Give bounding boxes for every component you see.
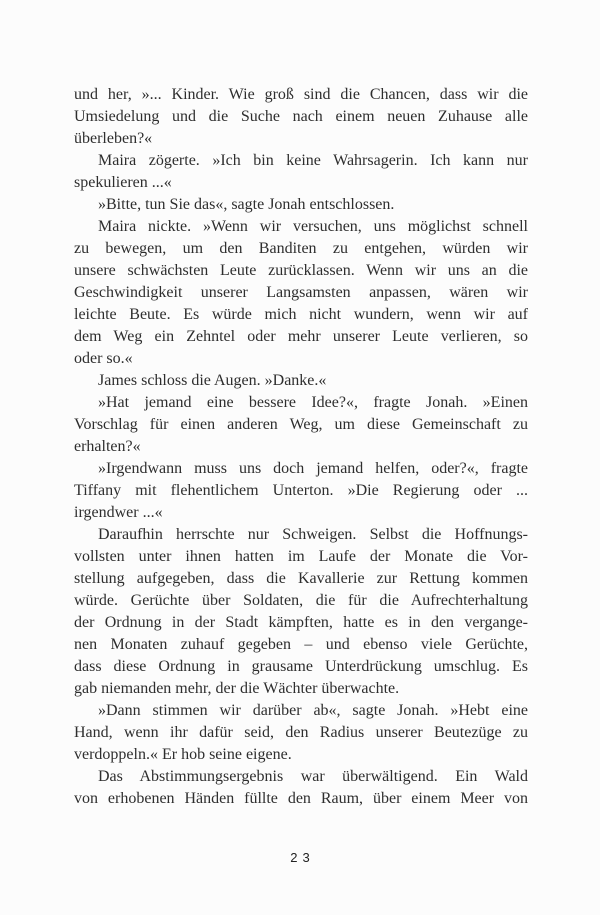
text-line: stellung aufgegeben, dass die Kavallerie zur Rettung kommen: [74, 570, 528, 587]
text-line: James schloss die Augen. »Danke.«: [98, 372, 327, 389]
text-line: von erhobenen Händen füllte den Raum, über einem Meer von: [74, 790, 528, 807]
text-line: erhalten?«: [74, 438, 141, 455]
text-line: Maira zögerte. »Ich bin keine Wahrsagerin. Ich kann nur: [98, 152, 528, 169]
text-line: spekulieren ...«: [74, 174, 172, 191]
text-line: Hand, wenn ihr dafür seid, den Radius unserer Beutezüge zu: [74, 724, 528, 741]
text-line: der Ordnung in der Stadt kämpften, hatte es in den vergange-: [74, 614, 528, 631]
text-line: Daraufhin herrschte nur Schweigen. Selbst die Hoffnungs-: [98, 526, 528, 543]
text-line: gab niemanden mehr, der die Wächter überwachte.: [74, 680, 400, 697]
text-line: »Bitte, tun Sie das«, sagte Jonah entschlossen.: [98, 196, 395, 213]
text-line: vollsten unter ihnen hatten im Laufe der Monate die Vor-: [74, 548, 528, 565]
text-line: »Hat jemand eine bessere Idee?«, fragte Jonah. »Einen: [98, 394, 528, 411]
text-line: Geschwindigkeit unserer Langsamsten anpassen, wären wir: [74, 284, 528, 301]
text-line: »Irgendwann muss uns doch jemand helfen, oder?«, fragte: [98, 460, 528, 477]
page-text: [74, 84, 528, 810]
text-line: würde. Gerüchte über Soldaten, die für die Aufrechterhaltung: [74, 592, 528, 609]
page-number: 23: [290, 850, 315, 865]
text-line: Umsiedelung und die Suche nach einem neuen Zuhause alle: [74, 108, 528, 125]
text-line: Vorschlag für einen anderen Weg, um diese Gemeinschaft zu: [74, 416, 528, 433]
text-line: dem Weg ein Zehntel oder mehr unserer Leute verlieren, so: [74, 328, 528, 345]
text-line: dass diese Ordnung in grausame Unterdrückung umschlug. Es: [74, 658, 528, 675]
text-line: zu bewegen, um den Banditen zu entgehen, würden wir: [74, 240, 528, 257]
text-line: Maira nickte. »Wenn wir versuchen, uns möglichst schnell: [98, 218, 528, 235]
text-line: Das Abstimmungsergebnis war überwältigend. Ein Wald: [98, 768, 528, 785]
text-line: oder so.«: [74, 350, 133, 367]
text-line: Tiffany mit flehentlichem Unterton. »Die Regierung oder ...: [74, 482, 528, 499]
text-line: unsere schwächsten Leute zurücklassen. Wenn wir uns an die: [74, 262, 528, 279]
text-line: und her, »... Kinder. Wie groß sind die Chancen, dass wir die: [74, 86, 528, 103]
text-line: verdoppeln.« Er hob seine eigene.: [74, 746, 292, 763]
text-line: irgendwer ...«: [74, 504, 163, 521]
text-line: nen Monaten zuhauf gegeben – und ebenso viele Gerüchte,: [74, 636, 528, 653]
text-line: überleben?«: [74, 130, 153, 147]
text-line: leichte Beute. Es würde mich nicht wundern, wenn wir auf: [74, 306, 528, 323]
text-line: »Dann stimmen wir darüber ab«, sagte Jonah. »Hebt eine: [98, 702, 528, 719]
